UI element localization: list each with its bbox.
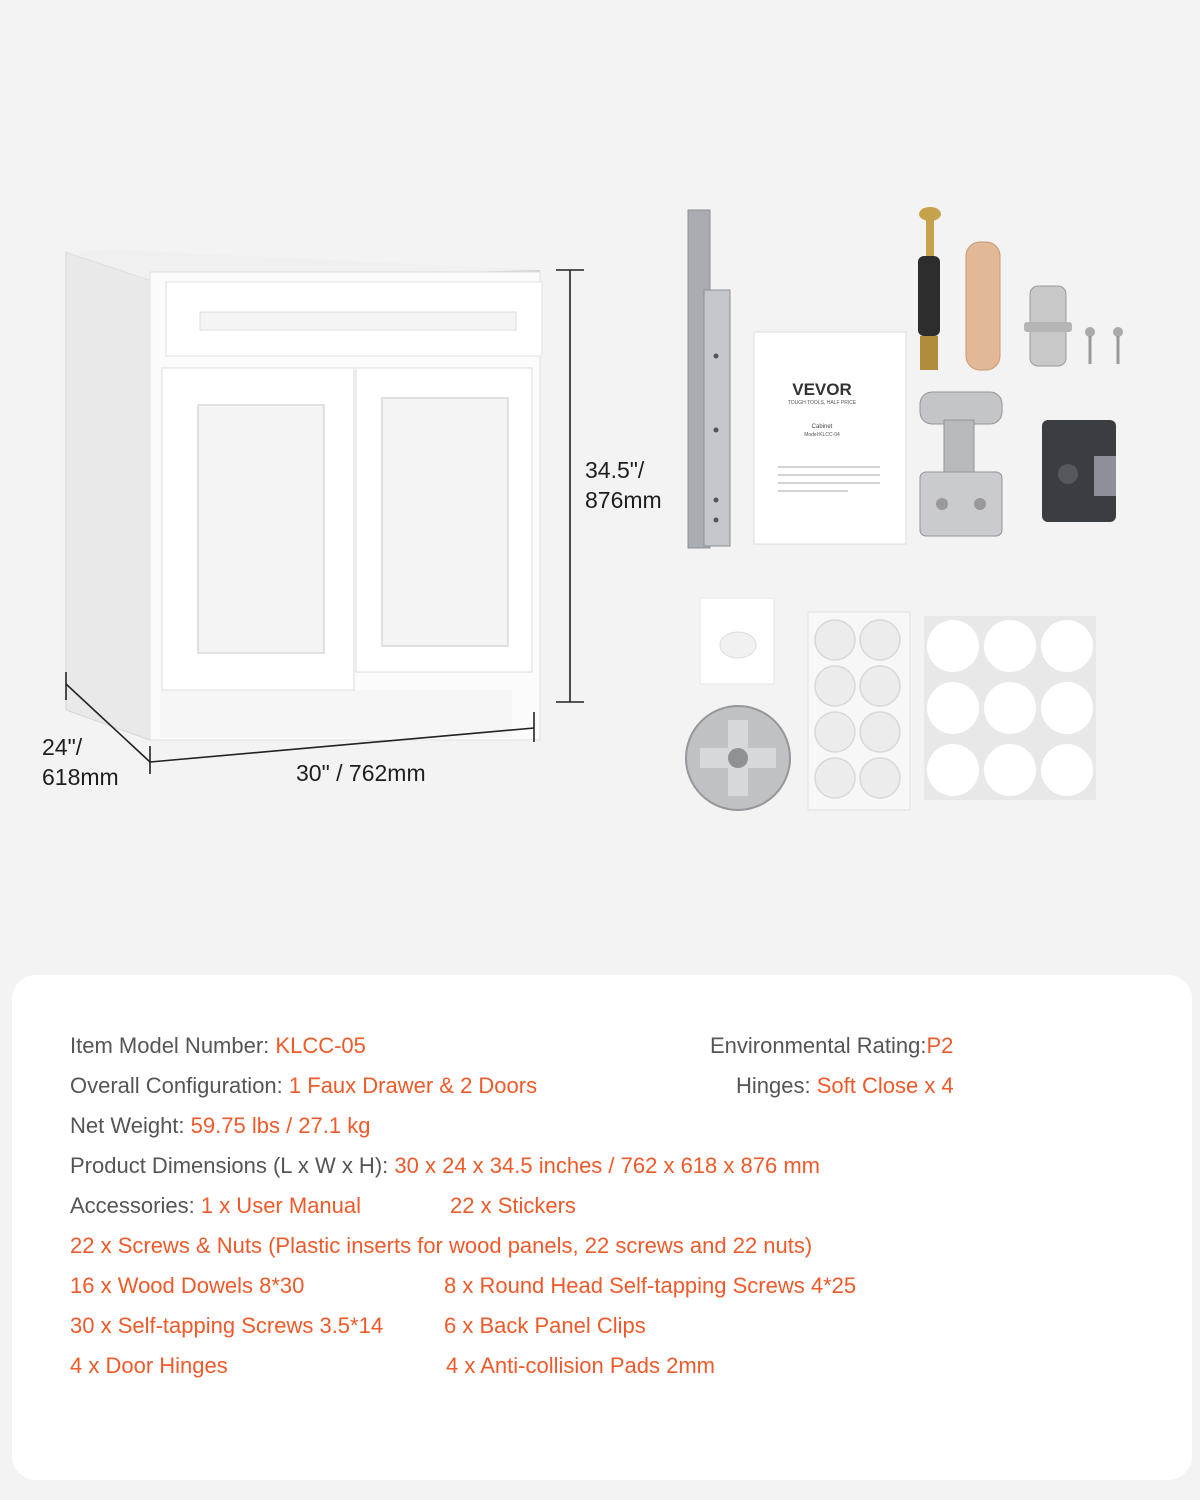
height-label-imperial: 34.5"/ <box>585 457 645 483</box>
depth-label <box>42 732 119 792</box>
manual-title: Cabinet <box>811 424 833 430</box>
spec-config-value: 1 Faux Drawer & 2 Doors <box>288 1073 538 1098</box>
spec-accessories-round-head-screws: 8 x Round Head Self-tapping Screws 4*25 <box>444 1273 857 1298</box>
spec-weight-value: 59.75 lbs / 27.1 kg <box>190 1113 371 1138</box>
depth-label-imperial: 24"/ <box>42 734 83 760</box>
spec-env-row <box>710 1031 953 1061</box>
spec-hinges-value: Soft Close x 4 <box>816 1073 954 1098</box>
spec-dimensions-label: Product Dimensions (L x W x H): <box>70 1153 389 1178</box>
depth-label-metric: 618mm <box>42 764 119 790</box>
spec-config-label: Overall Configuration: <box>70 1073 283 1098</box>
spec-config-row <box>70 1071 537 1101</box>
sticker-image <box>700 598 774 684</box>
manual-brand: VEVOR <box>792 380 852 399</box>
wood-dowel-image <box>966 242 1000 370</box>
height-label-metric: 876mm <box>585 487 662 513</box>
spec-model-value: KLCC-05 <box>275 1033 366 1058</box>
anti-collision-pads-image <box>808 612 910 810</box>
height-dimension-line <box>556 270 584 702</box>
specifications-card <box>12 975 1192 1480</box>
spec-weight-label: Net Weight: <box>70 1113 185 1138</box>
user-manual-image <box>754 332 906 544</box>
spec-dimensions-value: 30 x 24 x 34.5 inches / 762 x 618 x 876 mm <box>394 1153 820 1178</box>
cabinet-image <box>66 250 542 740</box>
spec-accessories-back-panel-clips: 6 x Back Panel Clips <box>444 1313 646 1338</box>
cam-bolt-image <box>918 207 941 370</box>
spec-accessories-value: 1 x User Manual <box>200 1193 362 1218</box>
screws-image <box>1085 327 1123 364</box>
manual-model: Model:KLCC-04 <box>804 432 840 438</box>
spec-accessories-label: Accessories: <box>70 1193 195 1218</box>
spec-hinges-label: Hinges: <box>736 1073 811 1098</box>
height-label <box>585 455 662 515</box>
spec-hinges-row <box>736 1071 954 1101</box>
screw-nut-image <box>1024 286 1072 366</box>
spec-accessories-anti-collision-pads: 4 x Anti-collision Pads 2mm <box>446 1353 715 1378</box>
door-hinge-image <box>920 392 1002 536</box>
spec-accessories-screws-nuts: 22 x Screws & Nuts (Plastic inserts for wood panels, 22 screws and 22 nuts) <box>70 1233 813 1258</box>
spec-model-row <box>70 1031 366 1061</box>
back-panel-clip-image <box>1042 420 1116 522</box>
spec-env-label: Environmental Rating: <box>710 1033 927 1058</box>
spec-accessories-stickers: 22 x Stickers <box>450 1193 576 1218</box>
spec-accessories-dowels: 16 x Wood Dowels 8*30 <box>70 1273 305 1298</box>
stickers-sheet-image <box>924 616 1096 800</box>
spec-model-label: Item Model Number: <box>70 1033 270 1058</box>
cam-lock-image <box>686 706 790 810</box>
spec-weight-row <box>70 1111 370 1141</box>
width-label: 30" / 762mm <box>296 760 426 786</box>
drawer-slide-image <box>688 210 730 548</box>
spec-env-value: P2 <box>926 1033 954 1058</box>
spec-dimensions-row <box>70 1151 820 1181</box>
manual-tagline: TOUGH TOOLS, HALF PRICE <box>787 400 857 406</box>
spec-accessories-self-tapping-screws: 30 x Self-tapping Screws 3.5*14 <box>70 1313 384 1338</box>
spec-accessories-row <box>70 1191 361 1221</box>
spec-accessories-door-hinges: 4 x Door Hinges <box>70 1353 228 1378</box>
